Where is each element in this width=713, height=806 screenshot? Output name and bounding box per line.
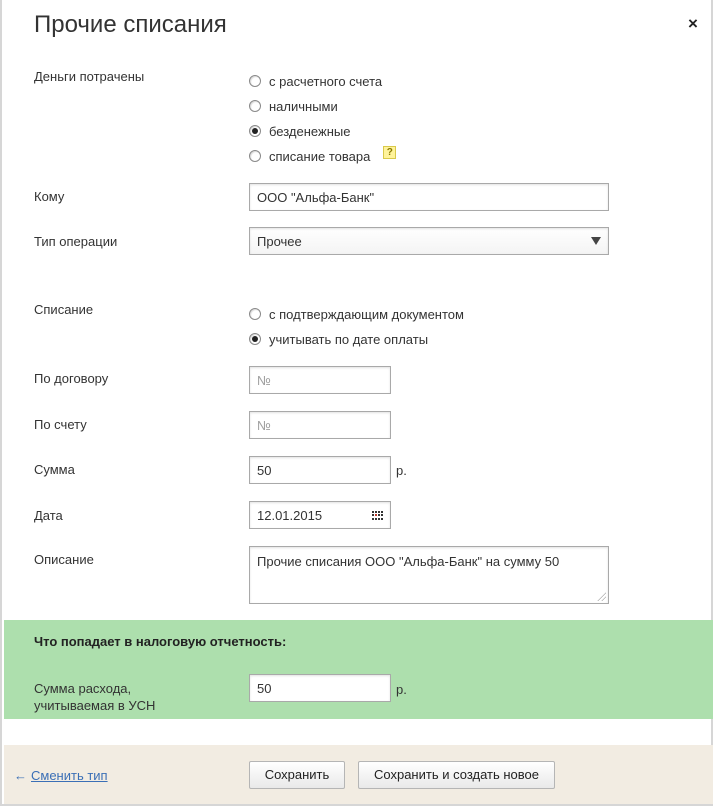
recipient-label: Кому <box>34 189 65 204</box>
save-and-create-new-button[interactable]: Сохранить и создать новое <box>358 761 555 789</box>
money-spent-option-account[interactable] <box>249 72 382 90</box>
tax-expense-label-line2: учитываемая в УСН <box>34 698 156 713</box>
radio-label: списание товара <box>269 148 371 164</box>
invoice-label: По счету <box>34 417 87 432</box>
recipient-input[interactable]: ООО "Альфа-Банк" <box>249 183 609 211</box>
radio-icon[interactable] <box>249 308 261 320</box>
date-value: 12.01.2015 <box>257 508 323 523</box>
operation-type-select[interactable] <box>249 227 609 255</box>
write-off-option-payment-date[interactable] <box>249 330 428 348</box>
help-icon[interactable]: ? <box>383 146 396 159</box>
description-label: Описание <box>34 552 94 567</box>
operation-type-value: Прочее <box>257 234 302 249</box>
radio-checked-icon[interactable] <box>249 125 261 137</box>
contract-input[interactable]: № <box>249 366 391 394</box>
radio-icon[interactable] <box>249 150 261 162</box>
radio-label: учитывать по дате оплаты <box>269 331 429 347</box>
description-value: Прочие списания ООО "Альфа-Банк" на сумму 50 <box>257 554 560 569</box>
money-spent-option-goods-writeoff[interactable] <box>249 147 396 165</box>
back-arrow-icon[interactable]: ← <box>14 768 27 783</box>
tax-report-title: Что попадает в налоговую отчетность: <box>34 634 287 649</box>
calendar-icon[interactable] <box>372 511 383 520</box>
change-type-label[interactable]: Сменить тип <box>31 768 108 783</box>
amount-label: Сумма <box>34 462 75 477</box>
tax-expense-label <box>34 680 155 714</box>
amount-input[interactable]: 50 <box>249 456 391 484</box>
tax-expense-label-line1: Сумма расхода, <box>34 681 132 696</box>
money-spent-label: Деньги потрачены <box>34 69 145 84</box>
resize-grip-icon[interactable] <box>596 591 606 601</box>
tax-expense-input[interactable]: 50 <box>249 674 391 702</box>
save-button[interactable]: Сохранить <box>249 761 345 789</box>
dialog-title: Прочие списания <box>34 11 227 38</box>
radio-label: с подтверждающим документом <box>269 306 464 322</box>
amount-unit: р. <box>396 463 407 478</box>
radio-checked-icon[interactable] <box>249 333 261 345</box>
tax-expense-unit: р. <box>396 682 407 697</box>
write-off-option-document[interactable] <box>249 305 464 323</box>
date-label: Дата <box>34 508 63 523</box>
radio-icon[interactable] <box>249 100 261 112</box>
write-off-label: Списание <box>34 302 94 317</box>
close-icon[interactable]: × <box>688 14 698 33</box>
radio-label: безденежные <box>269 123 351 139</box>
contract-label: По договору <box>34 371 109 386</box>
radio-icon[interactable] <box>249 75 261 87</box>
description-textarea[interactable] <box>249 546 609 604</box>
radio-label: наличными <box>269 98 338 114</box>
invoice-input[interactable]: № <box>249 411 391 439</box>
date-input[interactable] <box>249 501 391 529</box>
money-spent-option-noncash[interactable] <box>249 122 350 140</box>
change-type-link[interactable] <box>14 768 108 783</box>
dialog-footer <box>4 745 713 804</box>
money-spent-option-cash[interactable] <box>249 97 338 115</box>
dropdown-arrow-icon[interactable] <box>591 237 601 245</box>
operation-type-label: Тип операции <box>34 234 118 249</box>
radio-label: с расчетного счета <box>269 73 383 89</box>
tax-report-panel <box>4 620 713 719</box>
